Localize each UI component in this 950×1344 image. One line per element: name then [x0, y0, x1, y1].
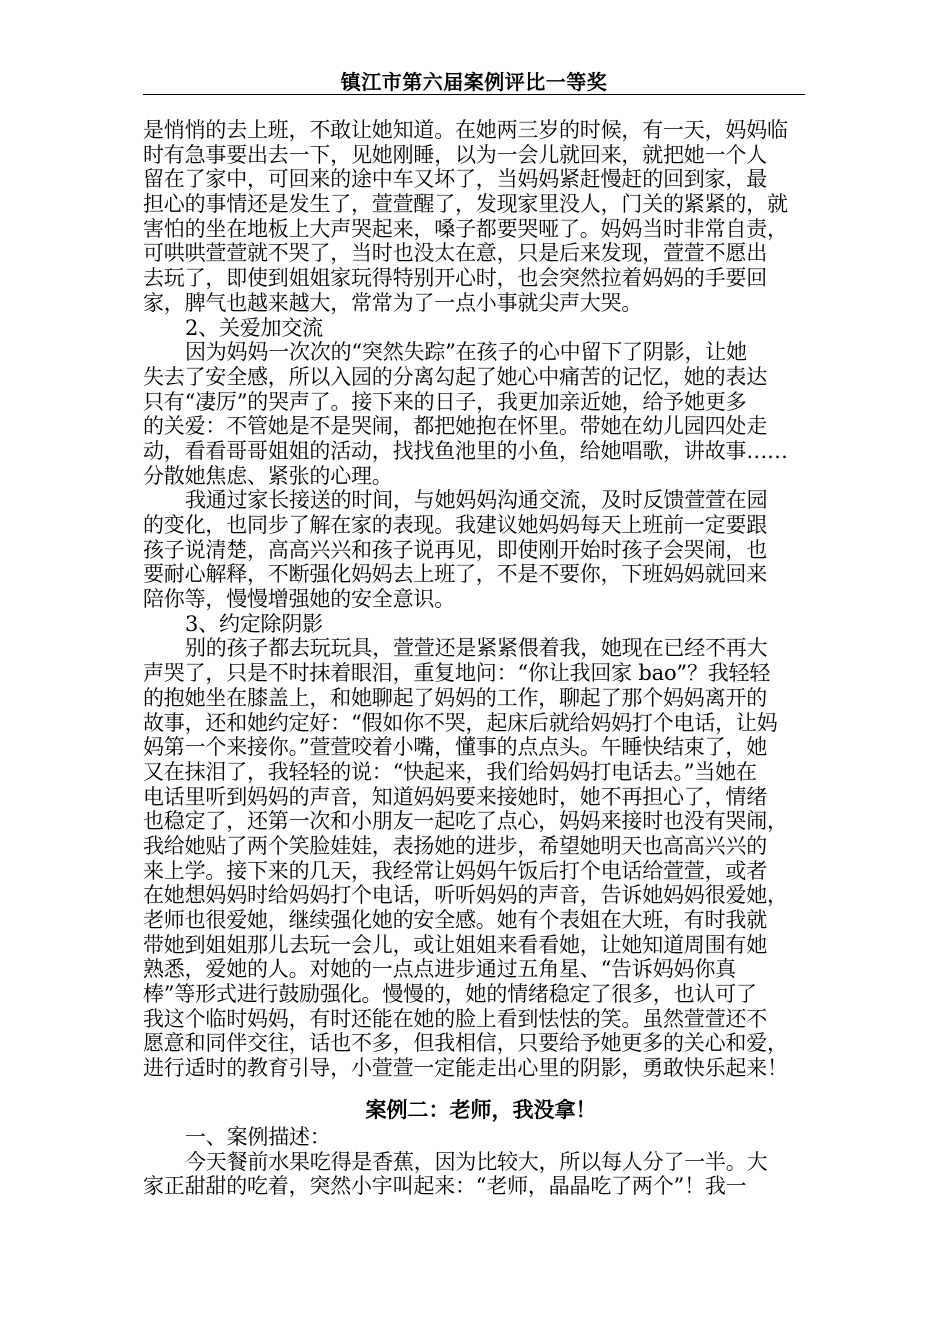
text-line: 今天餐前水果吃得是香蕉，因为比较大，所以每人分了一半。大: [185, 1149, 768, 1174]
text-line: 留在了家中，可回来的途中车又坏了，当妈妈紧赶慢赶的回到家，最: [143, 167, 767, 192]
text-line: 只有“凄厉”的哭声了。接下来的日子，我更加亲近她，给予她更多: [143, 389, 747, 414]
text-line: 我这个临时妈妈，有时还能在她的脸上看到怯怯的笑。虽然萱萱还不: [143, 1006, 767, 1031]
text-line: 又在抹泪了，我轻轻的说：“快起来，我们给妈妈打电话去。”当她在: [143, 759, 757, 784]
paragraph-case-description: [143, 1150, 819, 1199]
text-line: 害怕的坐在地板上大声哭起来，嗓子都要哭哑了。妈妈当时非常自责，: [143, 216, 788, 241]
text-line: 棒”等形式进行鼓励强化。慢慢的，她的情绪稳定了很多，也认可了: [143, 982, 757, 1007]
text-line: 陪你等，慢慢增强她的安全意识。: [143, 587, 455, 612]
text-line: 要耐心解释，不断强化妈妈去上班了，不是不要你，下班妈妈就回来: [143, 562, 767, 587]
paragraph-continued: [143, 118, 819, 316]
text-line: 电话里听到妈妈的声音，知道妈妈要来接她时，她不再担心了，情绪: [143, 784, 767, 809]
text-line: 在她想妈妈时给妈妈打个电话，听听妈妈的声音，告诉她妈妈很爱她，: [143, 883, 788, 908]
text-line: 的抱她坐在膝盖上，和她聊起了妈妈的工作，聊起了那个妈妈离开的: [143, 685, 767, 710]
text-line: 老师也很爱她，继续强化她的安全感。她有个表姐在大班，有时我就: [143, 908, 767, 932]
text-line: 可哄哄萱萱就不哭了，当时也没太在意，只是后来发现，萱萱不愿出: [143, 241, 767, 266]
case-two-heading: 一、案例描述：: [185, 1124, 331, 1149]
text-line: 家，脾气也越来越大，常常为了一点小事就尖声大哭。: [143, 290, 643, 315]
text-line: 妈第一个来接你。”萱萱咬着小嘴，懂事的点点头。午睡快结束了，她: [143, 735, 768, 760]
text-line: 的变化，也同步了解在家的表现。我建议她妈妈每天上班前一定要跟: [143, 513, 767, 537]
text-line: 带她到姐姐那儿去玩一会儿，或让姐姐来看看她，让她知道周围有她: [143, 932, 767, 957]
header-title: 镇江市第六届案例评比一等奖: [340, 70, 608, 94]
paragraph-agreement: [143, 636, 819, 1080]
section-heading-3: 3、约定除阴影: [185, 611, 323, 636]
text-line: 也稳定了，还第一次和小朋友一起吃了点心，妈妈来接时也没有哭闹，: [143, 809, 788, 834]
text-line: 进行适时的教育引导，小萱萱一定能走出心里的阴影，勇敢快乐起来！: [143, 1056, 788, 1081]
text-line: 熟悉，爱她的人。对她的一点点进步通过五角星、“告诉妈妈你真: [143, 957, 736, 982]
text-line: 家正甜甜的吃着，突然小宇叫起来：“老师，晶晶吃了两个”！我一: [143, 1174, 747, 1199]
text-line: 愿意和同伴交往，话也不多，但我相信，只要给予她更多的关心和爱，: [143, 1031, 788, 1056]
page-header: [143, 60, 805, 95]
text-line: 我给她贴了两个笑脸娃娃，表扬她的进步，希望她明天也高高兴兴的: [143, 833, 767, 858]
text-line: 时有急事要出去一下，见她刚睡，以为一会儿就回来，就把她一个人: [143, 142, 767, 167]
text-line: 声哭了，只是不时抹着眼泪，重复地问：“你让我回家 bao”？我轻轻: [143, 661, 771, 686]
paragraph-parent-contact: [143, 488, 819, 611]
text-line: 故事，还和她约定好：“假如你不哭，起床后就给妈妈打个电话，让妈: [143, 710, 778, 735]
text-line: 我通过家长接送的时间，与她妈妈沟通交流，及时反馈萱萱在园: [185, 488, 768, 513]
text-line: 担心的事情还是发生了，萱萱醒了，发现家里没人，门关的紧紧的，就: [143, 192, 788, 217]
case-two-title: 案例二：老师，我没拿！: [365, 1097, 597, 1122]
text-line: 来上学。接下来的几天，我经常让妈妈午饭后打个电话给萱萱，或者: [143, 858, 767, 883]
text-line: 因为妈妈一次次的“突然失踪”在孩子的心中留下了阴影，让她: [185, 340, 747, 365]
text-line: 孩子说清楚，高高兴兴和孩子说再见，即使刚开始时孩子会哭闹，也: [143, 537, 767, 562]
text-line: 动，看看哥哥姐姐的活动，找找鱼池里的小鱼，给她唱歌，讲故事……: [143, 438, 788, 463]
text-line: 是悄悄的去上班，不敢让她知道。在她两三岁的时候，有一天，妈妈临: [143, 118, 788, 142]
text-line: 失去了安全感，所以入园的分离勾起了她心中痛苦的记忆，她的表达: [143, 364, 767, 389]
document-body: [143, 118, 819, 1199]
text-line: 的关爱：不管她是不是哭闹，都把她抱在怀里。带她在幼儿园四处走: [143, 414, 767, 439]
paragraph-care-communication: [143, 340, 819, 488]
text-line: 分散她焦虑、紧张的心理。: [143, 463, 393, 488]
section-heading-2: 2、关爱加交流: [185, 315, 323, 340]
text-line: 别的孩子都去玩玩具，萱萱还是紧紧偎着我，她现在已经不再大: [185, 636, 768, 661]
text-line: 去玩了，即使到姐姐家玩得特别开心时，也会突然拉着妈妈的手要回: [143, 266, 767, 291]
